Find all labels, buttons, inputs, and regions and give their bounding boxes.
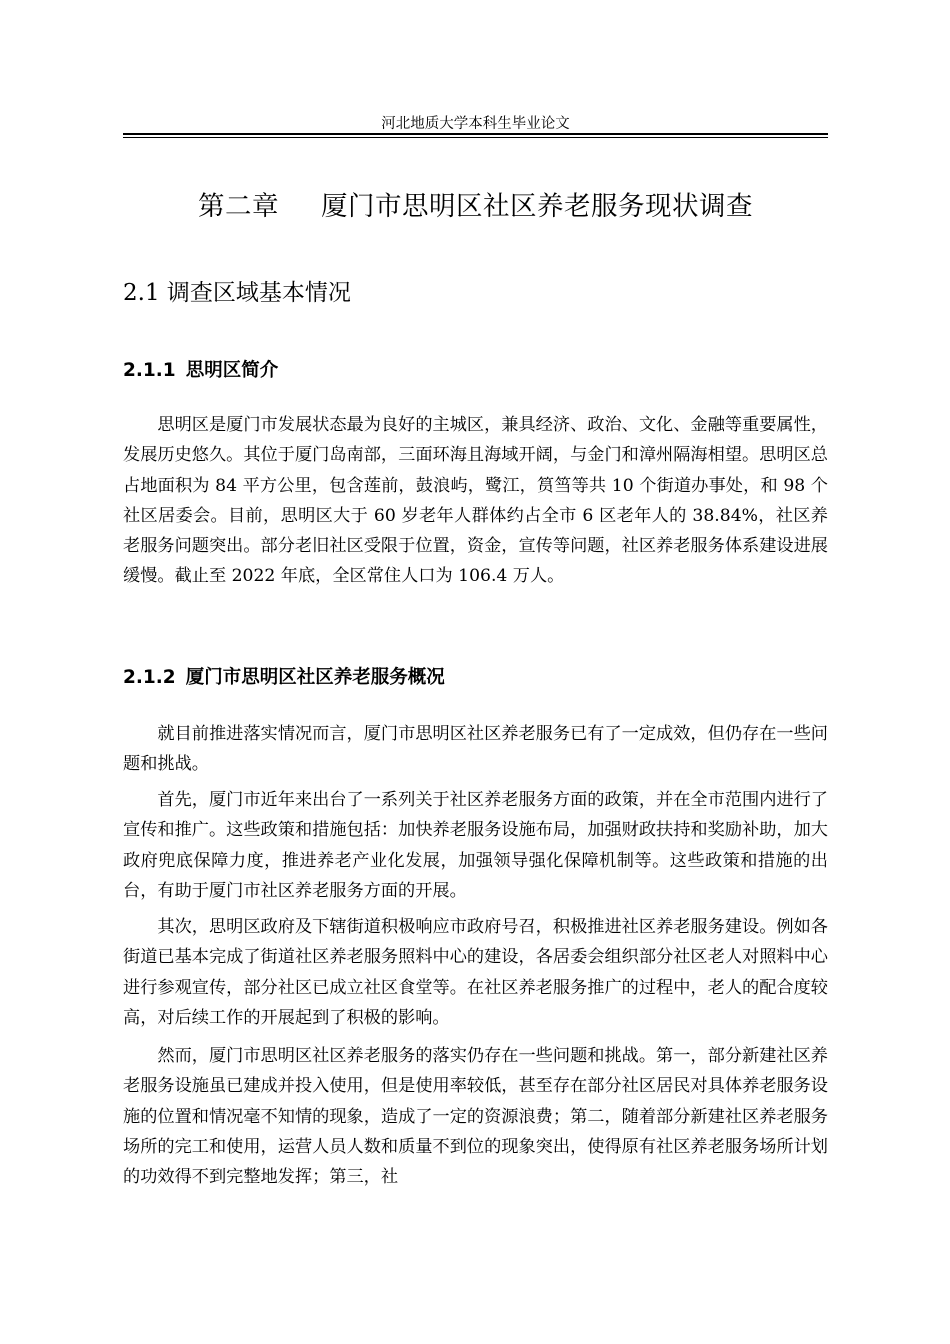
subsection-heading-2-1-2 xyxy=(123,664,445,692)
section-heading: 2.1 调查区域基本情况 xyxy=(123,280,351,306)
subsection-title: 厦门市思明区社区养老服务概况 xyxy=(185,667,445,688)
body-paragraph: 其次，思明区政府及下辖街道积极响应市政府号召，积极推进社区养老服务建设。例如各街道已基本完成了街道社区养老服务照料中心的建设，各居委会组织部分社区老人对照料中心进行参观宣传，部分社区已成立社区食堂等。在社区养老服务推广的过程中，老人的配合度较高，对后续工作的开展起到了积极的影响。 xyxy=(123,917,828,1028)
body-paragraph: 就目前推进落实情况而言，厦门市思明区社区养老服务已有了一定成效，但仍存在一些问题和挑战。 xyxy=(123,724,828,775)
chapter-number: 第二章 xyxy=(198,191,279,222)
chapter-title xyxy=(123,187,828,227)
subsection-title: 思明区简介 xyxy=(185,360,279,381)
body-paragraph: 思明区是厦门市发展状态最为良好的主城区，兼具经济、政治、文化、金融等重要属性，发展历史悠久。其位于厦门岛南部，三面环海且海域开阔，与金门和漳州隔海相望。思明区总占地面积为 84 平方公里，包含莲前，鼓浪屿，鹭江，筼筜等共 10 个街道办事处，和 98 个社区居委会。目前，思明区大于 60 岁老年人群体约占全市 6 区老年人的 38.84%，社区养老服务问题突出。部分老旧社区受限于位置，资金，宣传等问题，社区养老服务体系建设进展缓慢。截止至 2022 年底，全区常住人口为 106.4 万人。 xyxy=(123,415,828,587)
header-rule-thin xyxy=(123,137,828,138)
running-header: 河北地质大学本科生毕业论文 xyxy=(381,116,570,132)
body-paragraph: 首先，厦门市近年来出台了一系列关于社区养老服务方面的政策，并在全市范围内进行了宣传和推广。这些政策和措施包括：加快养老服务设施布局，加强财政扶持和奖励补助，加大政府兜底保障力度，推进养老产业化发展，加强领导强化保障机制等。这些政策和措施的出台，有助于厦门市社区养老服务方面的开展。 xyxy=(123,790,828,901)
subsection-number: 2.1.2 xyxy=(123,667,176,688)
body-paragraph: 然而，厦门市思明区社区养老服务的落实仍存在一些问题和挑战。第一，部分新建社区养老服务设施虽已建成并投入使用，但是使用率较低，甚至存在部分社区居民对具体养老服务设施的位置和情况毫不知情的现象，造成了一定的资源浪费；第二，随着部分新建社区养老服务场所的完工和使用，运营人员人数和质量不到位的现象突出，使得原有社区养老服务场所计划的功效得不到完整地发挥；第三，社 xyxy=(123,1046,828,1188)
header-rule xyxy=(123,133,828,135)
chapter-heading: 厦门市思明区社区养老服务现状调查 xyxy=(321,191,753,222)
subsection-heading-2-1-1 xyxy=(123,357,278,385)
subsection-number: 2.1.1 xyxy=(123,360,176,381)
